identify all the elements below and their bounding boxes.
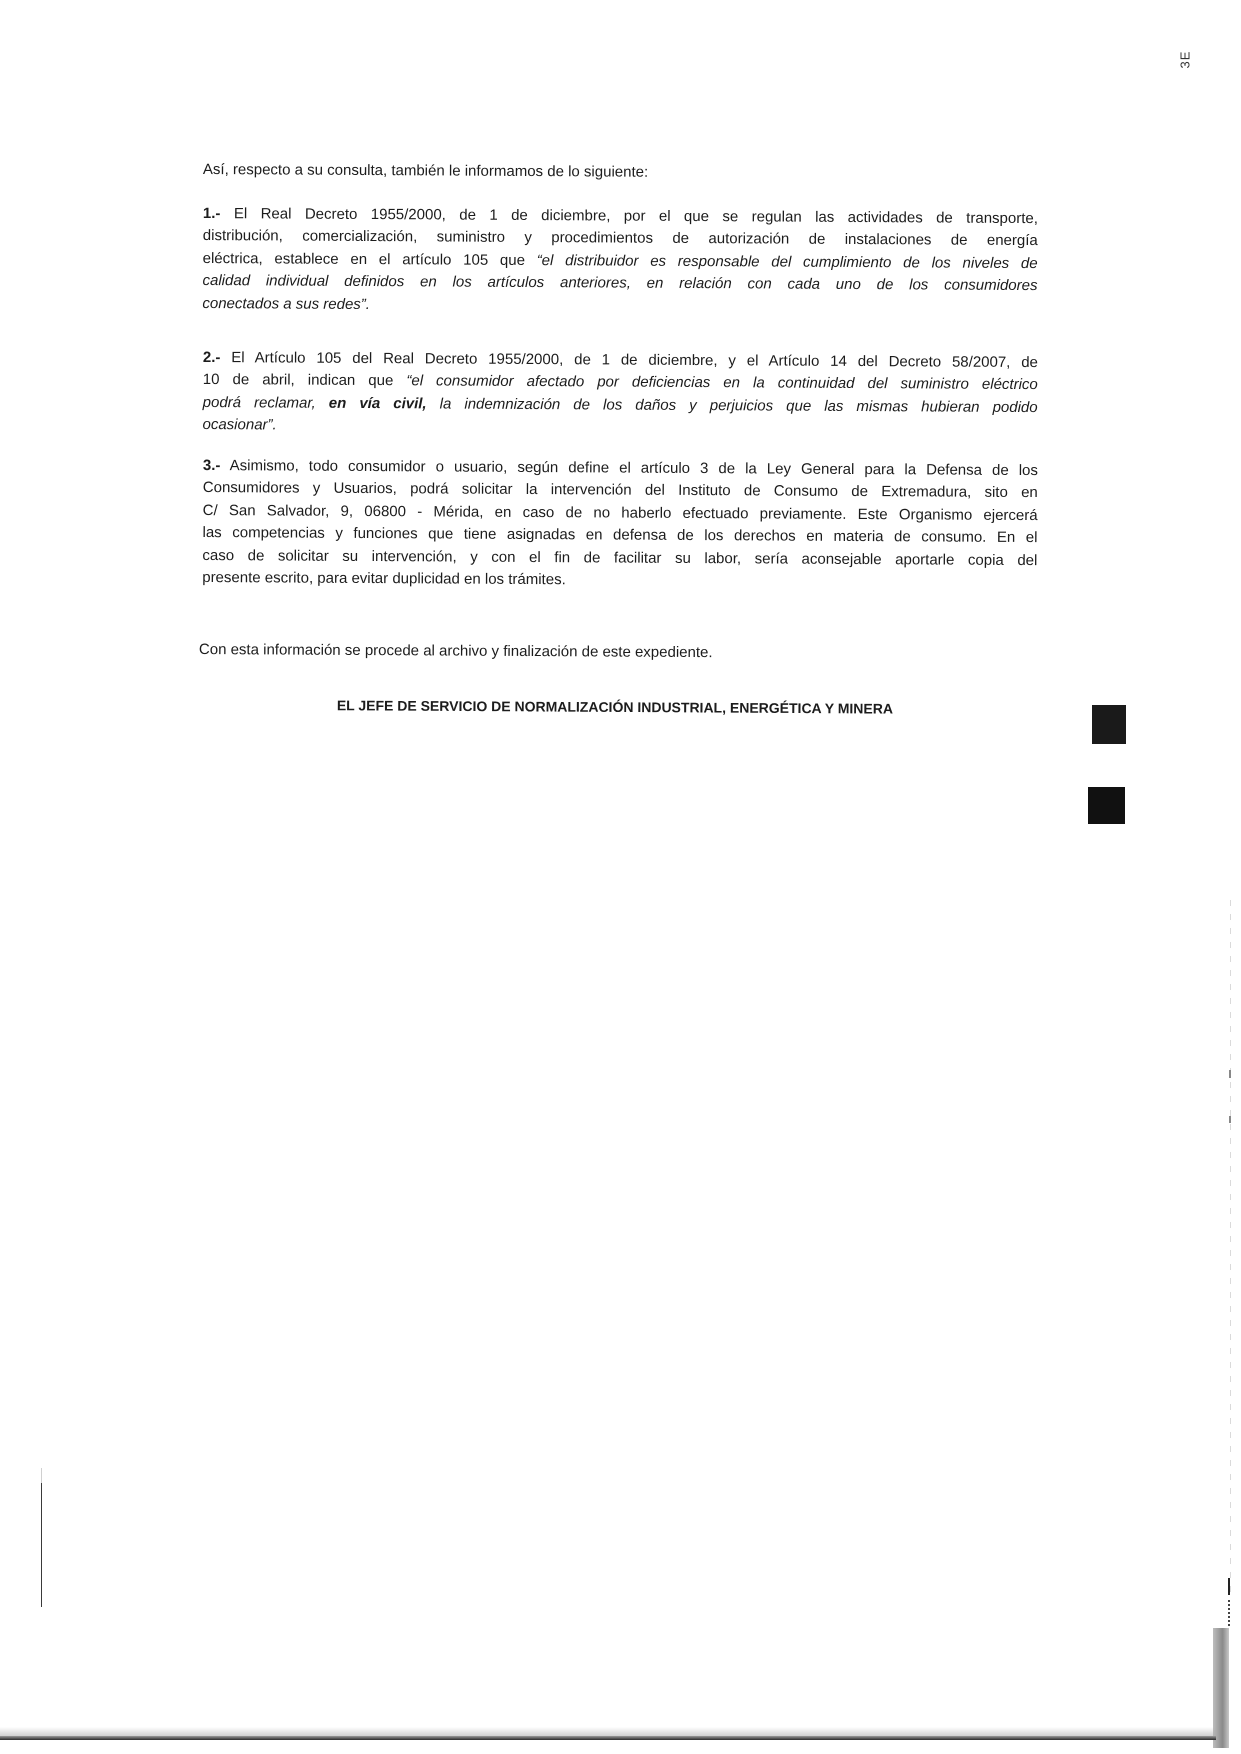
scan-edge-mark xyxy=(1229,1116,1231,1123)
paragraph-3 xyxy=(202,455,1038,594)
paragraph-2 xyxy=(202,347,1038,442)
paragraph-1-quote: conectados a sus redes”. xyxy=(202,294,371,313)
paragraph-1-quote: calidad individual definidos en los artículos anteriores, en relación con cada uno de los consumidores xyxy=(202,272,1038,295)
paragraph-2-quote: podrá reclamar, xyxy=(202,393,329,412)
paragraph-1-text: eléctrica, establece en el artículo 105 que xyxy=(202,249,537,269)
paragraph-1-number: 1.- xyxy=(202,204,221,223)
paragraph-2-number: 2.- xyxy=(202,348,221,367)
scan-bottom-edge xyxy=(0,1736,1216,1740)
paragraph-3-text: Consumidores y Usuarios, podrá solicitar la intervención del Instituto de Consumo de Extremadura, sito en xyxy=(202,479,1038,502)
paragraph-2-emphasis: en vía civil, xyxy=(328,394,427,413)
scan-bottom-shadow xyxy=(0,1727,1216,1736)
closing-text: Con esta información se procede al archivo y finalización de este expediente. xyxy=(198,640,713,662)
paragraph-1-quote: “el distribuidor es responsable del cumplimiento de los niveles de xyxy=(536,251,1038,272)
closing-paragraph xyxy=(199,639,1034,666)
corner-mark: 3E xyxy=(1177,50,1193,69)
paragraph-2-text: 10 de abril, indican que xyxy=(202,371,407,390)
paragraph-3-number: 3.- xyxy=(202,456,221,475)
redaction-block xyxy=(1088,787,1125,824)
paragraph-1-text: El Real Decreto 1955/2000, de 1 de diciembre, por el que se regulan las actividades de transporte, xyxy=(220,205,1038,228)
scan-edge-mark xyxy=(1228,1578,1230,1595)
signature-title: EL JEFE DE SERVICIO DE NORMALIZACIÓN INDUSTRIAL, ENERGÉTICA Y MINERA xyxy=(336,697,894,717)
scan-left-line xyxy=(41,1483,42,1607)
scan-edge-mark xyxy=(1228,1600,1230,1628)
paragraph-3-text: caso de solicitar su intervención, y con el fin de facilitar su labor, sería aconsejable aportarle copia del xyxy=(202,546,1038,569)
redaction-block xyxy=(1092,705,1126,744)
paragraph-3-text: Asimismo, todo consumidor o usuario, según define el artículo 3 de la Ley General para la Defensa de los xyxy=(220,457,1038,480)
paragraph-3-text: las competencias y funciones que tiene asignadas en defensa de los derechos en materia de consumo. En el xyxy=(202,524,1038,547)
paragraph-3-text: C/ San Salvador, 9, 06800 - Mérida, en caso de no haberlo efectuado previamente. Este Organismo ejercerá xyxy=(202,501,1038,524)
scan-edge-mark xyxy=(1229,1070,1231,1078)
scan-left-line xyxy=(41,1468,42,1484)
scan-edge-artifact xyxy=(1230,900,1231,1600)
paragraph-2-quote: “el consumidor afectado por deficiencias en la continuidad del suministro eléctrico xyxy=(406,372,1038,394)
paragraph-1-text: distribución, comercialización, suministro y procedimientos de autorización de instalaciones de energía xyxy=(202,227,1038,250)
paragraph-2-text: El Artículo 105 del Real Decreto 1955/2000, de 1 de diciembre, y el Artículo 14 del Decreto 58/2007, de xyxy=(220,349,1038,372)
paragraph-1 xyxy=(202,203,1038,320)
paragraph-2-quote: ocasionar”. xyxy=(202,416,277,434)
intro-paragraph xyxy=(203,159,1038,186)
paragraph-2-quote: la indemnización de los daños y perjuicios que las mismas hubieran podido xyxy=(426,395,1038,416)
paragraph-3-text: presente escrito, para evitar duplicidad en los trámites. xyxy=(202,568,566,589)
intro-text: Así, respecto a su consulta, también le informamos de lo siguiente: xyxy=(202,160,649,181)
